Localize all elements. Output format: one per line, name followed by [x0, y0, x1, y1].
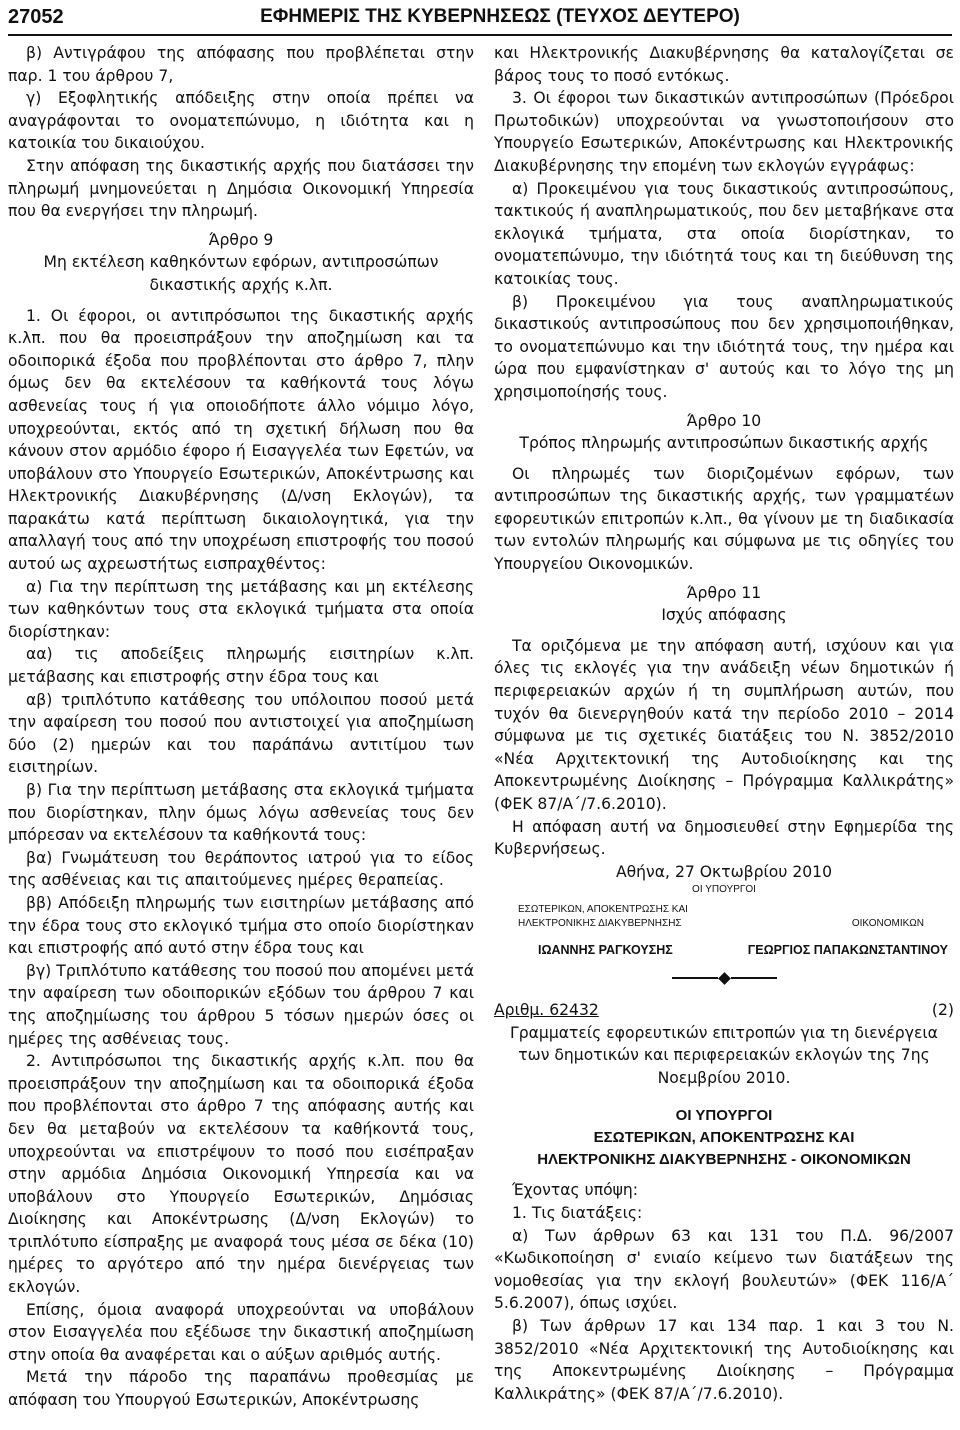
decision-number-row	[494, 999, 954, 1022]
paragraph: Μετά την πάροδο της παραπάνω προθεσμίας με απόφαση του Υπουργού Εσωτερικών, Αποκέντρωσης	[8, 1368, 474, 1410]
signature-names-row	[494, 939, 954, 962]
paragraph: Η απόφαση αυτή να δημοσιευθεί στην Εφημερίδα της Κυβερνήσεως.	[494, 817, 954, 859]
paragraph: α) Για την περίπτωση της μετάβασης και μη εκτέλεσης των καθηκόντων τους στα εκλογικά τμήματα στα οποία διορίστηκαν:	[8, 577, 474, 641]
article-title: Άρθρο 9	[208, 230, 274, 249]
paragraph: Επίσης, όμοια αναφορά υποχρεούνται να υποβάλουν στον Εισαγγελέα που εξέδωσε την δικαστική αποζημίωση στην οποία θα αναφέρεται και ο αύξων αριθμός αυτής.	[8, 1300, 474, 1364]
article-11-heading	[494, 582, 954, 627]
signature-ministry-right: ΟΙΚΟΝΟΜΙΚΩΝ	[851, 918, 924, 930]
paragraph: Έχοντας υπόψη:	[512, 1181, 639, 1200]
article-subtitle: Μη εκτέλεση καθηκόντων εφόρων, αντιπροσώπων δικαστικής αρχής κ.λπ.	[43, 253, 439, 294]
paragraph: β) Των άρθρων 17 και 134 παρ. 1 και 3 του Ν. 3852/2010 «Νέα Αρχιτεκτονική της Αυτοδιοίκησης και της Αποκεντρωμένης Διοίκησης – Πρόγραμμα Καλλικράτης» (ΦΕΚ 87/Α΄/7.6.2010).	[494, 1316, 954, 1403]
article-title: Άρθρο 11	[686, 583, 762, 602]
signatory-left: ΙΩΑΝΝΗΣ ΡΑΓΚΟΥΣΗΣ	[538, 943, 673, 958]
ministers-heading	[494, 1105, 954, 1171]
page-number: 27052	[8, 5, 64, 28]
divider-line	[731, 977, 777, 979]
paragraph: βα) Γνωμάτευση του θεράποντος ιατρού για το είδος της ασθένειας και τις απαιτούμενες ημέρες θεραπείας.	[8, 848, 474, 890]
paragraph: και Ηλεκτρονικής Διακυβέρνησης θα καταλογίζεται σε βάρος τους το ποσό εντόκως.	[494, 44, 954, 85]
article-title: Άρθρο 10	[686, 411, 762, 430]
left-column	[8, 42, 474, 1412]
decision-title: Γραμματείς εφορευτικών επιτροπών για τη διενέργεια των δημοτικών και περιφερειακών εκλογών της 7ης Νοεμβρίου 2010.	[510, 1023, 938, 1087]
paragraph: 1. Οι έφοροι, οι αντιπρόσωποι της δικαστικής αρχής κ.λπ. που θα προεισπράξουν την αποζημίωση και τα οδοιπορικά έξοδα που προβλέπονται στο άρθρο 7, πλην όμως δεν θα εκτελέσουν τα καθήκοντά τους λόγω ασθενείας τους ή για οποιοδήποτε άλλο νόμιμο λόγο, υποχρεούνται, εκτός από τη σχετική δήλωση που θα κάνουν στον αρμόδιο έφορο ή Εισαγγελέα των Εφετών, να υποβάλουν στο Υπουργείο Εσωτερικών, Αποκέντρωσης και Ηλεκτρονικής Διακυβέρνησης (Δ/νση Εκλογών), τα παρακάτω κατά περίπτωση δικαιολογητικά, για την απαλλαγή τους από την υποχρέωση επιστροφής του ποσού αυτού ως αχρεωστήτως εισπραχθέντος:	[8, 306, 474, 574]
paragraph: α) Των άρθρων 63 και 131 του Π.Δ. 96/2007 «Κωδικοποίηση σ' ενιαίο κείμενο των διατάξεων της νομοθεσίας για την εκλογή βουλευτών» (ΦΕΚ 116/Α΄ 5.6.2007), όπως ισχύει.	[494, 1226, 954, 1313]
page-header	[8, 0, 952, 36]
paragraph: 1. Τις διατάξεις:	[512, 1203, 643, 1222]
article-subtitle: Τρόπος πληρωμής αντιπροσώπων δικαστικής αρχής	[519, 434, 929, 453]
journal-title: ΕΦΗΜΕΡΙΣ ΤΗΣ ΚΥΒΕΡΝΗΣΕΩΣ (ΤΕΥΧΟΣ ΔΕΥΤΕΡΟ)	[260, 6, 740, 27]
ministers-heading-line: ΟΙ ΥΠΟΥΡΓΟΙ	[675, 1107, 773, 1125]
paragraph: ββ) Απόδειξη πληρωμής των εισιτηρίων μετάβασης από την έδρα τους στο εκλογικό τμήμα στο οποίο διορίστηκαν και επιστροφής από αυτό στην έδρα τους και	[8, 893, 474, 958]
section-divider	[494, 974, 954, 983]
divider-line	[672, 977, 718, 979]
signatory-right: ΓΕΩΡΓΙΟΣ ΠΑΠΑΚΩΝΣΤΑΝΤΙΝΟΥ	[747, 943, 948, 958]
paragraph: 2. Αντιπρόσωποι της δικαστικής αρχής κ.λπ. που θα προεισπράξουν την αποζημίωση και τα οδοιπορικά έξοδα που προβλέπονται στο άρθρο 7 της απόφασης αυτής και δεν θα μεταβούν να εκτελέσουν τα καθήκοντά τους, υποχρεούνται να επιστρέψουν το ποσό που εισέπραξαν στην αρμόδια Δημόσια Οικονομική Υπηρεσία και να υποβάλουν στο Υπουργείο Εσωτερικών, Δημόσιας Διοίκησης και Αποκέντρωσης (Δ/νση Εκλογών) το τριπλότυπο είσπραξης με αναφορά τους μέσα σε δέκα (10) ημέρες το αργότερο από την ημέρα διενέργειας των εκλογών.	[8, 1052, 474, 1297]
decision-index: (2)	[931, 1000, 954, 1019]
article-subtitle: Ισχύς απόφασης	[661, 606, 787, 625]
signature-ministries-row	[494, 917, 954, 931]
decision-number: Αριθμ. 62432	[494, 1000, 599, 1019]
paragraph: α) Προκειμένου για τους δικαστικούς αντιπροσώπους, τακτικούς ή αναπληρωματικούς, που δεν μεταβήκανε στα εκλογικά τμήματα, στα οποία διορίστηκαν, το ονοματεπώνυμο, την ιδιότητά τους και τη διεύθυνση της κατοικίας τους.	[494, 179, 954, 288]
signature-ministry-left-line2: ΗΛΕΚΤΡΟΝΙΚΗΣ ΔΙΑΚΥΒΕΡΝΗΣΗΣ	[518, 918, 682, 930]
paragraph: Οι πληρωμές των διοριζομένων εφόρων, των αντιπροσώπων της δικαστικής αρχής, των γραμματέων εφορευτικών επιτροπών κ.λπ., θα γίνουν με τη διαδικασία των εντολών πληρωμής και σύμφωνα με τις οδηγίες του Υπουργείου Οικονομικών.	[494, 464, 954, 574]
paragraph: 3. Οι έφοροι των δικαστικών αντιπροσώπων (Πρόεδροι Πρωτοδικών) υποχρεούνται να γνωστοποιήσουν στο Υπουργείο Εσωτερικών, Αποκέντρωσης και Ηλεκτρονικής Διακυβέρνησης την επομένη των εκλογών εγγράφως:	[494, 89, 954, 175]
ministers-heading-line: ΗΛΕΚΤΡΟΝΙΚΗΣ ΔΙΑΚΥΒΕΡΝΗΣΗΣ - ΟΙΚΟΝΟΜΙΚΩΝ	[537, 1151, 911, 1169]
paragraph: Τα οριζόμενα με την απόφαση αυτή, ισχύουν και για όλες τις εκλογές για την ανάδειξη νέων δημοτικών ή περιφερειακών αρχών ή τη συμπλήρωση αυτών, που τυχόν θα διενεργηθούν κατά την περίοδο 2010 – 2014 σύμφωνα με τις σχετικές διατάξεις του Ν. 3852/2010 «Νέα Αρχιτεκτονική της Αυτοδιοίκησης και της Αποκεντρωμένης Διοίκησης – Πρόγραμμα Καλλικράτης» (ΦΕΚ 87/Α΄/7.6.2010).	[494, 636, 954, 813]
diamond-icon	[718, 972, 731, 985]
article-10-heading	[494, 410, 954, 455]
paragraph: αβ) τριπλότυπο κατάθεσης του υπόλοιπου ποσού μετά την αφαίρεση του ποσού που αντιστοιχεί για αποζημίωση δύο (2) ημερών και του παράπάνω αντιτίμου των εισιτηρίων.	[8, 690, 474, 777]
signature-heading: ΟΙ ΥΠΟΥΡΓΟΙ	[692, 884, 756, 896]
right-column	[494, 42, 954, 1405]
paragraph: Στην απόφαση της δικαστικής αρχής που διατάσσει την πληρωμή μνημονεύεται η Δημόσια Οικονομική Υπηρεσία που θα ενεργήσει την πληρωμή.	[8, 156, 474, 221]
paragraph: αα) τις αποδείξεις πληρωμής εισιτηρίων κ.λπ. μετάβασης και επιστροφής στην έδρα τους και	[8, 645, 474, 687]
paragraph: β) Αντιγράφου της απόφασης που προβλέπεται στην παρ. 1 του άρθρου 7,	[8, 44, 474, 85]
date-line: Αθήνα, 27 Οκτωβρίου 2010	[615, 862, 833, 881]
paragraph: β) Προκειμένου για τους αναπληρωματικούς δικαστικούς αντιπροσώπους που δεν χρησιμοποιήθηκαν, το ονοματεπώνυμο και την ιδιότητά τους, την ημέρα και ώρα που εμφανίστηκαν σ' αυτούς και το λόγο της μη χρησιμοποίησής τους.	[494, 292, 954, 401]
ministers-heading-line: ΕΣΩΤΕΡΙΚΩΝ, ΑΠΟΚΕΝΤΡΩΣΗΣ ΚΑΙ	[593, 1129, 855, 1147]
signature-ministry-left-line1: ΕΣΩΤΕΡΙΚΩΝ, ΑΠΟΚΕΝΤΡΩΣΗΣ ΚΑΙ	[518, 904, 688, 916]
paragraph: β) Για την περίπτωση μετάβασης στα εκλογικά τμήματα που διορίστηκαν, πλην όμως λόγω ασθενείας τους δεν μπόρεσαν να εκτελέσουν τα καθήκοντά τους:	[8, 781, 474, 845]
paragraph: γ) Εξοφλητικής απόδειξης στην οποία πρέπει να αναγράφονται το ονοματεπώνυμο, η ιδιότητα και η κατοικία του δικαιούχου.	[8, 89, 474, 153]
paragraph: βγ) Τριπλότυπο κατάθεσης του ποσού που απομένει μετά την αφαίρεση των οδοιπορικών εξόδων του άρθρου 7 και της αποζημίωσης του άρθρου 5 τόσων ημερών όσες οι ημέρες της ασθένειας τους.	[8, 961, 474, 1048]
article-9-heading	[8, 229, 474, 297]
